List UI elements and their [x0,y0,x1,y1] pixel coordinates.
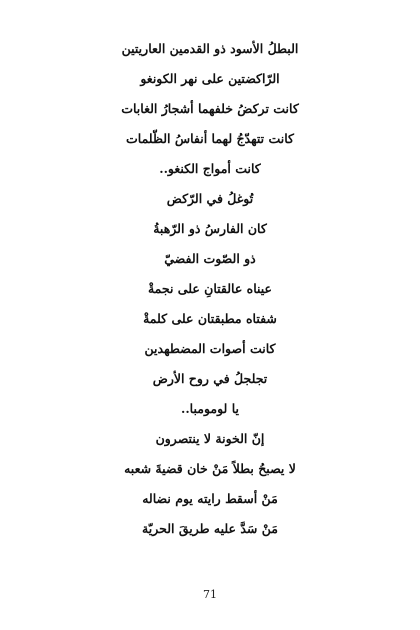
verse-line: شفتاه مطبقتان على كلمةْ [143,311,277,326]
verse-line: كانت أصوات المضطهدين [144,341,276,356]
verse-line: مَنْ سَدَّ عليه طريقَ الحريّة [142,521,278,536]
verse-line: إنّ الخونة لا ينتصرون [155,431,265,446]
verse-line: ذو الصّوت الفضيّ [164,251,256,266]
verse-line: تُوغلُ في الرّكض [166,191,254,206]
verse-line: الرّاكضتين على نهر الكونغو [140,71,280,86]
verse-line: يا لومومبا.. [180,401,240,416]
poem-body [0,34,420,544]
verse-line: كانت تتهدّجُ لهما أنفاسُ الظّلمات [126,131,294,146]
verse-line: مَنْ أسقط رايته يوم نضاله [142,491,278,506]
verse-line: تجلجلُ في روح الأرض [152,371,268,386]
page-number: 71 [203,588,217,601]
verse-line: كانت أمواج الكنغو.. [159,161,261,176]
verse-line: كان الفارسُ ذو الرّهبةُ [153,221,267,236]
verse-line: البطلُ الأسود ذو القدمين العاريتين [121,41,299,56]
verse-line: كانت تركضُ خلفهما أشجارُ الغابات [121,101,299,116]
verse-line: لا يصبحُ بطلاً مَنْ خان قضيةَ شعبه [124,461,296,476]
verse-line: عيناه عالقتانِ على نجمةْ [147,281,273,296]
